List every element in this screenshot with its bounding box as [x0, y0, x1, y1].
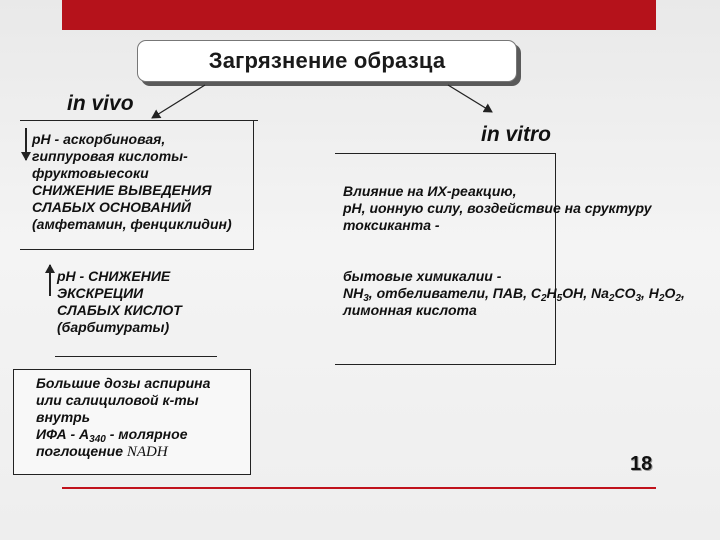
alkaline-right-rule	[253, 120, 254, 250]
in-vitro-top-rule	[335, 153, 555, 154]
acidic-bottom-rule	[55, 356, 217, 357]
arrow-to-in-vitro	[448, 85, 492, 112]
alkaline-bottom-rule	[20, 249, 253, 250]
influence-text: Влияние на ИХ-реакцию, рН, ионную силу, воздействие на сруктуру токсиканта -	[343, 183, 652, 233]
in-vivo-top-rule	[20, 120, 258, 121]
bottom-accent-line	[62, 487, 656, 489]
in-vitro-bottom-rule	[335, 364, 555, 365]
household-text: бытовые химикалии - $NH_3$, отбеливатели, ПАВ, $С_2Н_5ОН$, $Na_2CO_3$, $H_2O_2$, лимонная кислота	[343, 268, 685, 318]
in-vivo-label: in vivo	[67, 92, 134, 115]
in-vitro-label: in vitro	[481, 123, 552, 146]
arrow-to-in-vivo	[152, 85, 205, 118]
acidic-text: рН - СНИЖЕНИЕ ЭКСКРЕЦИИ СЛАБЫХ КИСЛОТ (барбитураты)	[57, 268, 182, 335]
alkaline-text: рН - аскорбиновая, гиппуровая кислоты- фруктовыесоки СНИЖЕНИЕ ВЫВЕДЕНИЯ СЛАБЫХ ОСНОВАНИЙ (амфетамин, фенциклидин)	[32, 131, 232, 232]
aspirin-box	[13, 369, 251, 475]
diagram-title: Загрязнение образца	[208, 48, 446, 73]
aspirin-text: Большие дозы аспирина или салициловой к-ты внутрь ИФА - $А_{340}$ - молярное поглощение NADH	[36, 375, 211, 460]
page-number: 18	[630, 453, 653, 475]
